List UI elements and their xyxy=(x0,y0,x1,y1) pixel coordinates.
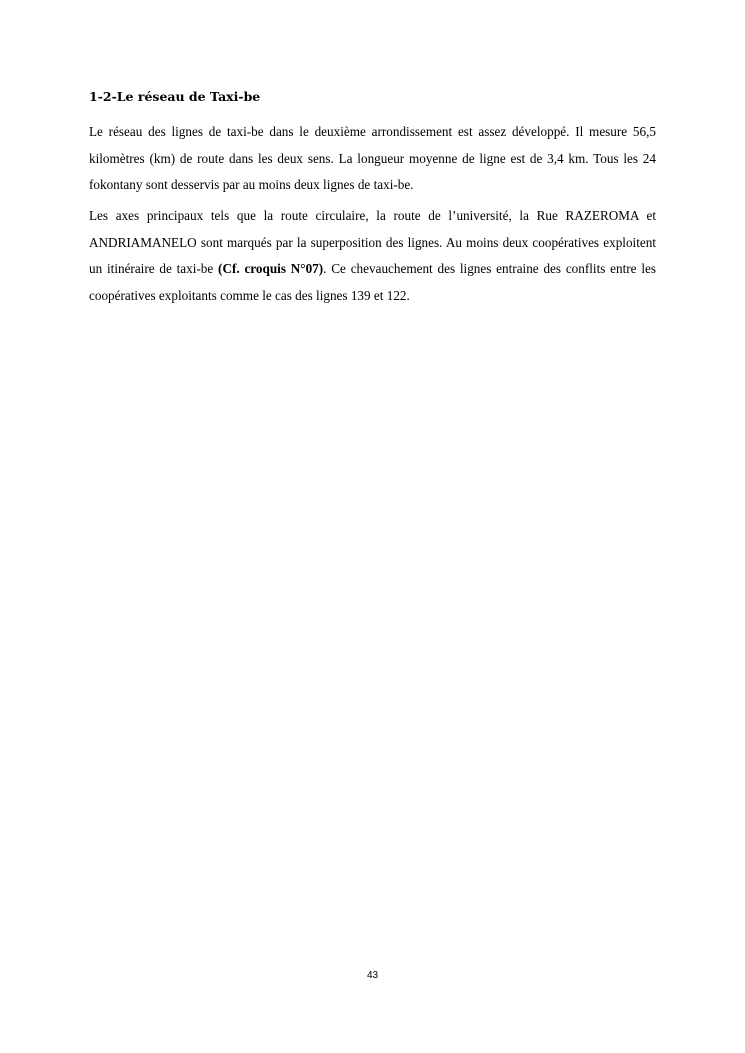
paragraph-main-axes xyxy=(89,203,656,309)
page-number: 43 xyxy=(366,970,379,981)
sketch-reference: (Cf. croquis N°07) xyxy=(218,261,324,276)
section-heading: 1-2-Le réseau de Taxi-be xyxy=(89,89,261,104)
paragraph-network-overview: Le réseau des lignes de taxi-be dans le deuxième arrondissement est assez développé. Il mesure 56,5 kilomètres (km) de route dans les deux sens. La longueur moyenne de ligne est de 3,4 km. Tous les 24 fokontany sont desservis par au moins deux lignes de taxi-be. xyxy=(89,124,656,192)
paragraph-main-axes-text-start: Les axes principaux tels que la route circulaire, la route de l’université, la Rue RAZEROMA et ANDRIAMANELO sont marqués par la superposition des lignes. Au moins deux coopératives exploitent un itinéraire de taxi-be xyxy=(89,208,656,276)
paragraph-main-axes-text-end: . Ce chevauchement des lignes entraine des conflits entre les coopératives exploitants comme le cas des lignes 139 et 122. xyxy=(89,261,656,303)
